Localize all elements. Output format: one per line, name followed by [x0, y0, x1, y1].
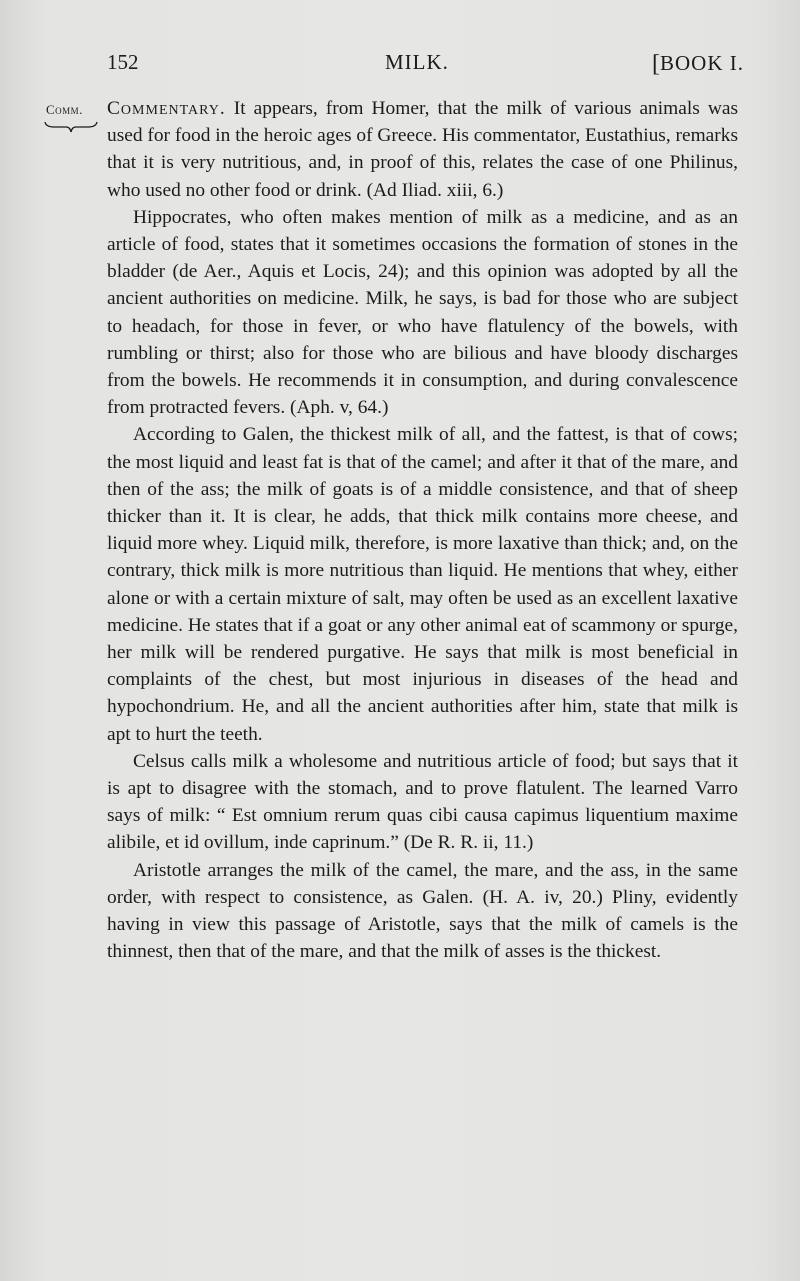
page-number: 152 [107, 50, 139, 74]
margin-brace-icon [44, 120, 98, 134]
paragraph-commentary [107, 95, 738, 204]
commentary-lead: Commentary. [107, 98, 226, 119]
paragraph-galen: According to Galen, the thickest milk of all, and the fattest, is that of cows; the most liquid and least fat is that of the camel; and after it that of the mare, and then of the ass; the milk of goats is of a middle consistence, and that of sheep thicker than it. It is clear, he adds, that thick milk contains more cheese, and liquid more whey. Liquid milk, therefore, is more laxative than thick; and, on the contrary, thick milk is more nutritious than liquid. He mentions that whey, either alone or with a certain mixture of salt, may often be used as an excellent laxative medicine. He states that if a goat or any other animal eat of scammony or spurge, her milk will be rendered purgative. He says that milk is most beneficial in complaints of the chest, but most injurious in diseases of the head and hypochondrium. He, and all the ancient authorities after him, state that milk is apt to hurt the teeth. [107, 424, 738, 745]
book-label-bracket: [ [652, 51, 660, 77]
margin-note: Comm. [46, 102, 83, 117]
paragraph-celsus: Celsus calls milk a wholesome and nutritious article of food; but says that it is apt to disagree with the stomach, and to prove flatulent. The learned Varro says of milk: “ Est omnium rerum quas cibi causa capimus liquentium maxime alibile, et id ovillum, inde caprinum.” (De R. R. ii, 11.) [107, 750, 738, 854]
paragraph-aristotle: Aristotle arranges the milk of the camel, the mare, and the ass, in the same order, with respect to consistence, as Galen. (H. A. iv, 20.) Pliny, evidently having in view this passage of Aristotle, says that the milk of camels is the thinnest, then that of the mare, and that the milk of asses is the thickest. [107, 859, 738, 963]
book-label [652, 50, 744, 77]
page-header [0, 50, 800, 80]
paragraph-hippocrates: Hippocrates, who often makes mention of milk as a medicine, and as an article of food, states that it sometimes occasions the formation of stones in the bladder (de Aer., Aquis et Locis, 24); and this opinion was adopted by all the ancient authorities on medicine. Milk, he says, is bad for those who are subject to headach, for those in fever, or who have flatulency of the bowels, with rumbling or thirst; also for those who are bilious and have bloody discharges from the bowels. He recommends it in consumption, and during convalescence from protracted fevers. (Aph. v, 64.) [107, 206, 738, 419]
commentary-text [107, 95, 738, 966]
paragraph-text: It appears, from Homer, that the milk of various animals was used for food in the heroic ages of Greece. His commentator, Eustathius, remarks that it is very nutritious, and, in proof of this, relates the case of one Philinus, who used no other food or drink. (Ad Iliad. xiii, 6.) [107, 98, 738, 201]
book-label-text: BOOK I. [660, 51, 744, 75]
running-title: MILK. [385, 50, 449, 74]
